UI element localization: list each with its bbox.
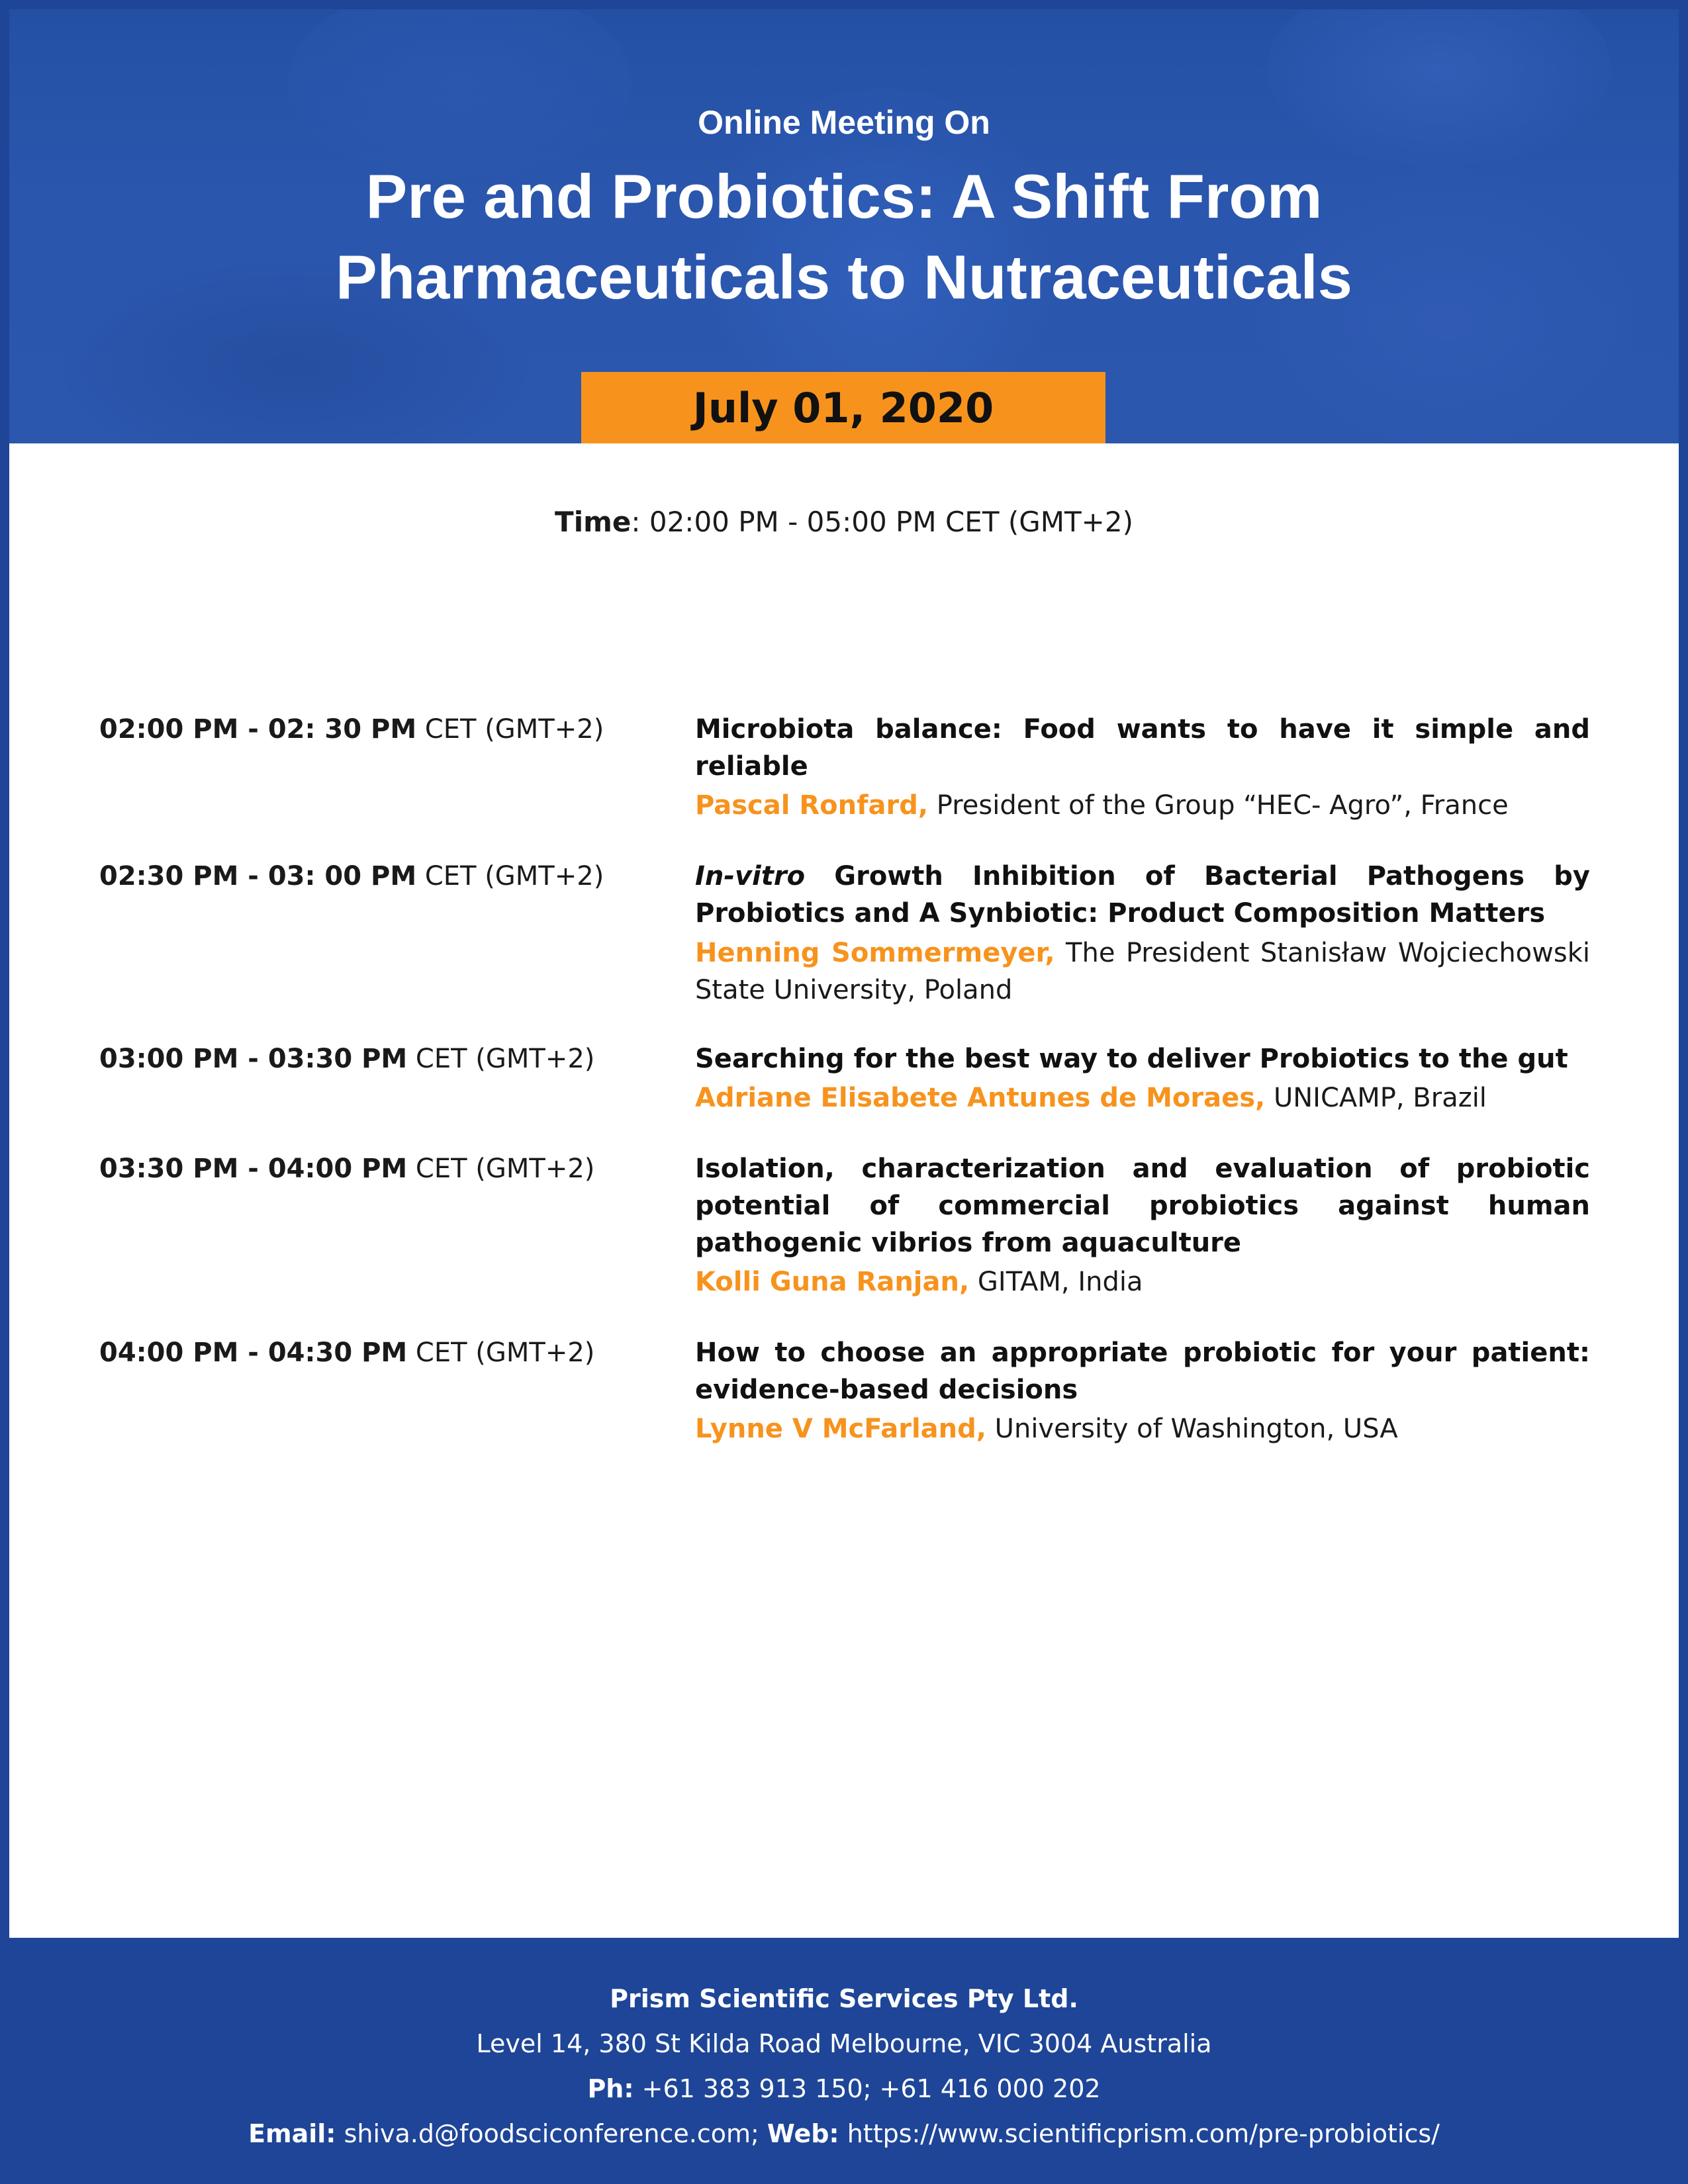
time-value: : 02:00 PM - 05:00 PM CET (GMT+2) <box>631 506 1133 538</box>
speaker-name: Lynne V McFarland, <box>695 1414 986 1444</box>
phone-numbers: +61 383 913 150; +61 416 000 202 <box>633 2074 1101 2103</box>
speaker-affiliation: UNICAMP, Brazil <box>1265 1083 1487 1113</box>
session-time <box>99 711 695 826</box>
web-label: Web: <box>767 2119 839 2148</box>
agenda-session <box>99 1150 1601 1302</box>
agenda-list <box>99 711 1601 1481</box>
company-name: Prism Scientific Services Pty Ltd. <box>610 1984 1078 2013</box>
time-label: Time <box>555 506 632 538</box>
speaker-name: Pascal Ronfard, <box>695 790 929 821</box>
meeting-title-line: Pharmaceuticals to Nutraceuticals <box>336 242 1352 312</box>
session-time-zone: CET (GMT+2) <box>407 1154 595 1184</box>
speaker-affiliation: University of Washington, USA <box>986 1414 1398 1444</box>
session-title <box>695 858 1590 932</box>
email-link[interactable]: shiva.d@foodsciconference.com; <box>336 2119 767 2148</box>
session-time-zone: CET (GMT+2) <box>416 714 604 745</box>
session-title <box>695 1150 1590 1261</box>
session-title-text: Growth Inhibition of Bacterial Pathogens by Probiotics and A Synbiotic: Product Composition Matters <box>695 861 1590 929</box>
session-title <box>695 711 1590 785</box>
session-title-text: How to choose an appropriate probiotic for your patient: evidence-based decisions <box>695 1338 1590 1405</box>
session-info <box>695 1150 1590 1302</box>
background-food-shape <box>1267 9 1611 168</box>
footer-contact <box>9 1938 1679 2184</box>
session-speaker <box>695 1077 1590 1118</box>
session-time-zone: CET (GMT+2) <box>407 1044 595 1074</box>
agenda-session <box>99 858 1601 1009</box>
session-time-zone: CET (GMT+2) <box>407 1338 595 1368</box>
company-phone <box>9 2074 1679 2103</box>
session-time <box>99 858 695 1009</box>
web-link[interactable]: https://www.scientificprism.com/pre-probiotics/ <box>839 2119 1440 2148</box>
speaker-name: Henning Sommermeyer, <box>695 938 1055 968</box>
speaker-name: Adriane Elisabete Antunes de Moraes, <box>695 1083 1266 1113</box>
session-time-range: 04:00 PM - 04:30 PM <box>99 1338 408 1368</box>
background-food-shape <box>287 9 632 181</box>
speaker-affiliation: The President Stanisław Wojciechowski State University, Poland <box>695 938 1590 1005</box>
session-info <box>695 711 1590 826</box>
session-time-zone: CET (GMT+2) <box>416 861 604 891</box>
header-banner <box>9 9 1679 443</box>
session-title-text: Searching for the best way to deliver Probiotics to the gut <box>695 1044 1568 1074</box>
speaker-affiliation: GITAM, India <box>969 1267 1143 1297</box>
session-speaker <box>695 1261 1590 1302</box>
meeting-title <box>9 156 1679 318</box>
speaker-name: Kolli Guna Ranjan, <box>695 1267 970 1297</box>
session-title <box>695 1334 1590 1408</box>
session-title-text: Microbiota balance: Food wants to have it simple and reliable <box>695 714 1590 782</box>
session-info <box>695 1040 1590 1118</box>
meeting-subtitle: Online Meeting On <box>698 104 990 141</box>
session-info <box>695 858 1590 1009</box>
agenda-session <box>99 1040 1601 1118</box>
agenda-session <box>99 711 1601 826</box>
session-time-range: 03:00 PM - 03:30 PM <box>99 1044 408 1074</box>
session-title-italic: In-vitro <box>695 861 806 891</box>
session-time-range: 03:30 PM - 04:00 PM <box>99 1154 408 1184</box>
session-speaker <box>695 934 1590 1009</box>
session-time <box>99 1150 695 1302</box>
session-time <box>99 1040 695 1118</box>
company-email-web <box>9 2119 1679 2148</box>
meeting-title-line: Pre and Probiotics: A Shift From <box>365 161 1323 231</box>
session-title <box>695 1040 1590 1077</box>
agenda-session <box>99 1334 1601 1449</box>
email-label: Email: <box>248 2119 336 2148</box>
session-speaker <box>695 1408 1590 1449</box>
session-info <box>695 1334 1590 1449</box>
speaker-affiliation: President of the Group “HEC- Agro”, France <box>928 790 1509 821</box>
session-time-range: 02:30 PM - 03: 00 PM <box>99 861 417 891</box>
session-time <box>99 1334 695 1449</box>
company-address: Level 14, 380 St Kilda Road Melbourne, VIC 3004 Australia <box>476 2029 1212 2058</box>
session-speaker <box>695 785 1590 826</box>
session-title-text: Isolation, characterization and evaluation of probiotic potential of commercial probiotics against human pathogenic vibrios from aquaculture <box>695 1154 1590 1258</box>
date-badge: July 01, 2020 <box>581 372 1105 443</box>
session-time-range: 02:00 PM - 02: 30 PM <box>99 714 417 745</box>
time-range <box>9 506 1679 538</box>
phone-label: Ph: <box>587 2074 634 2103</box>
